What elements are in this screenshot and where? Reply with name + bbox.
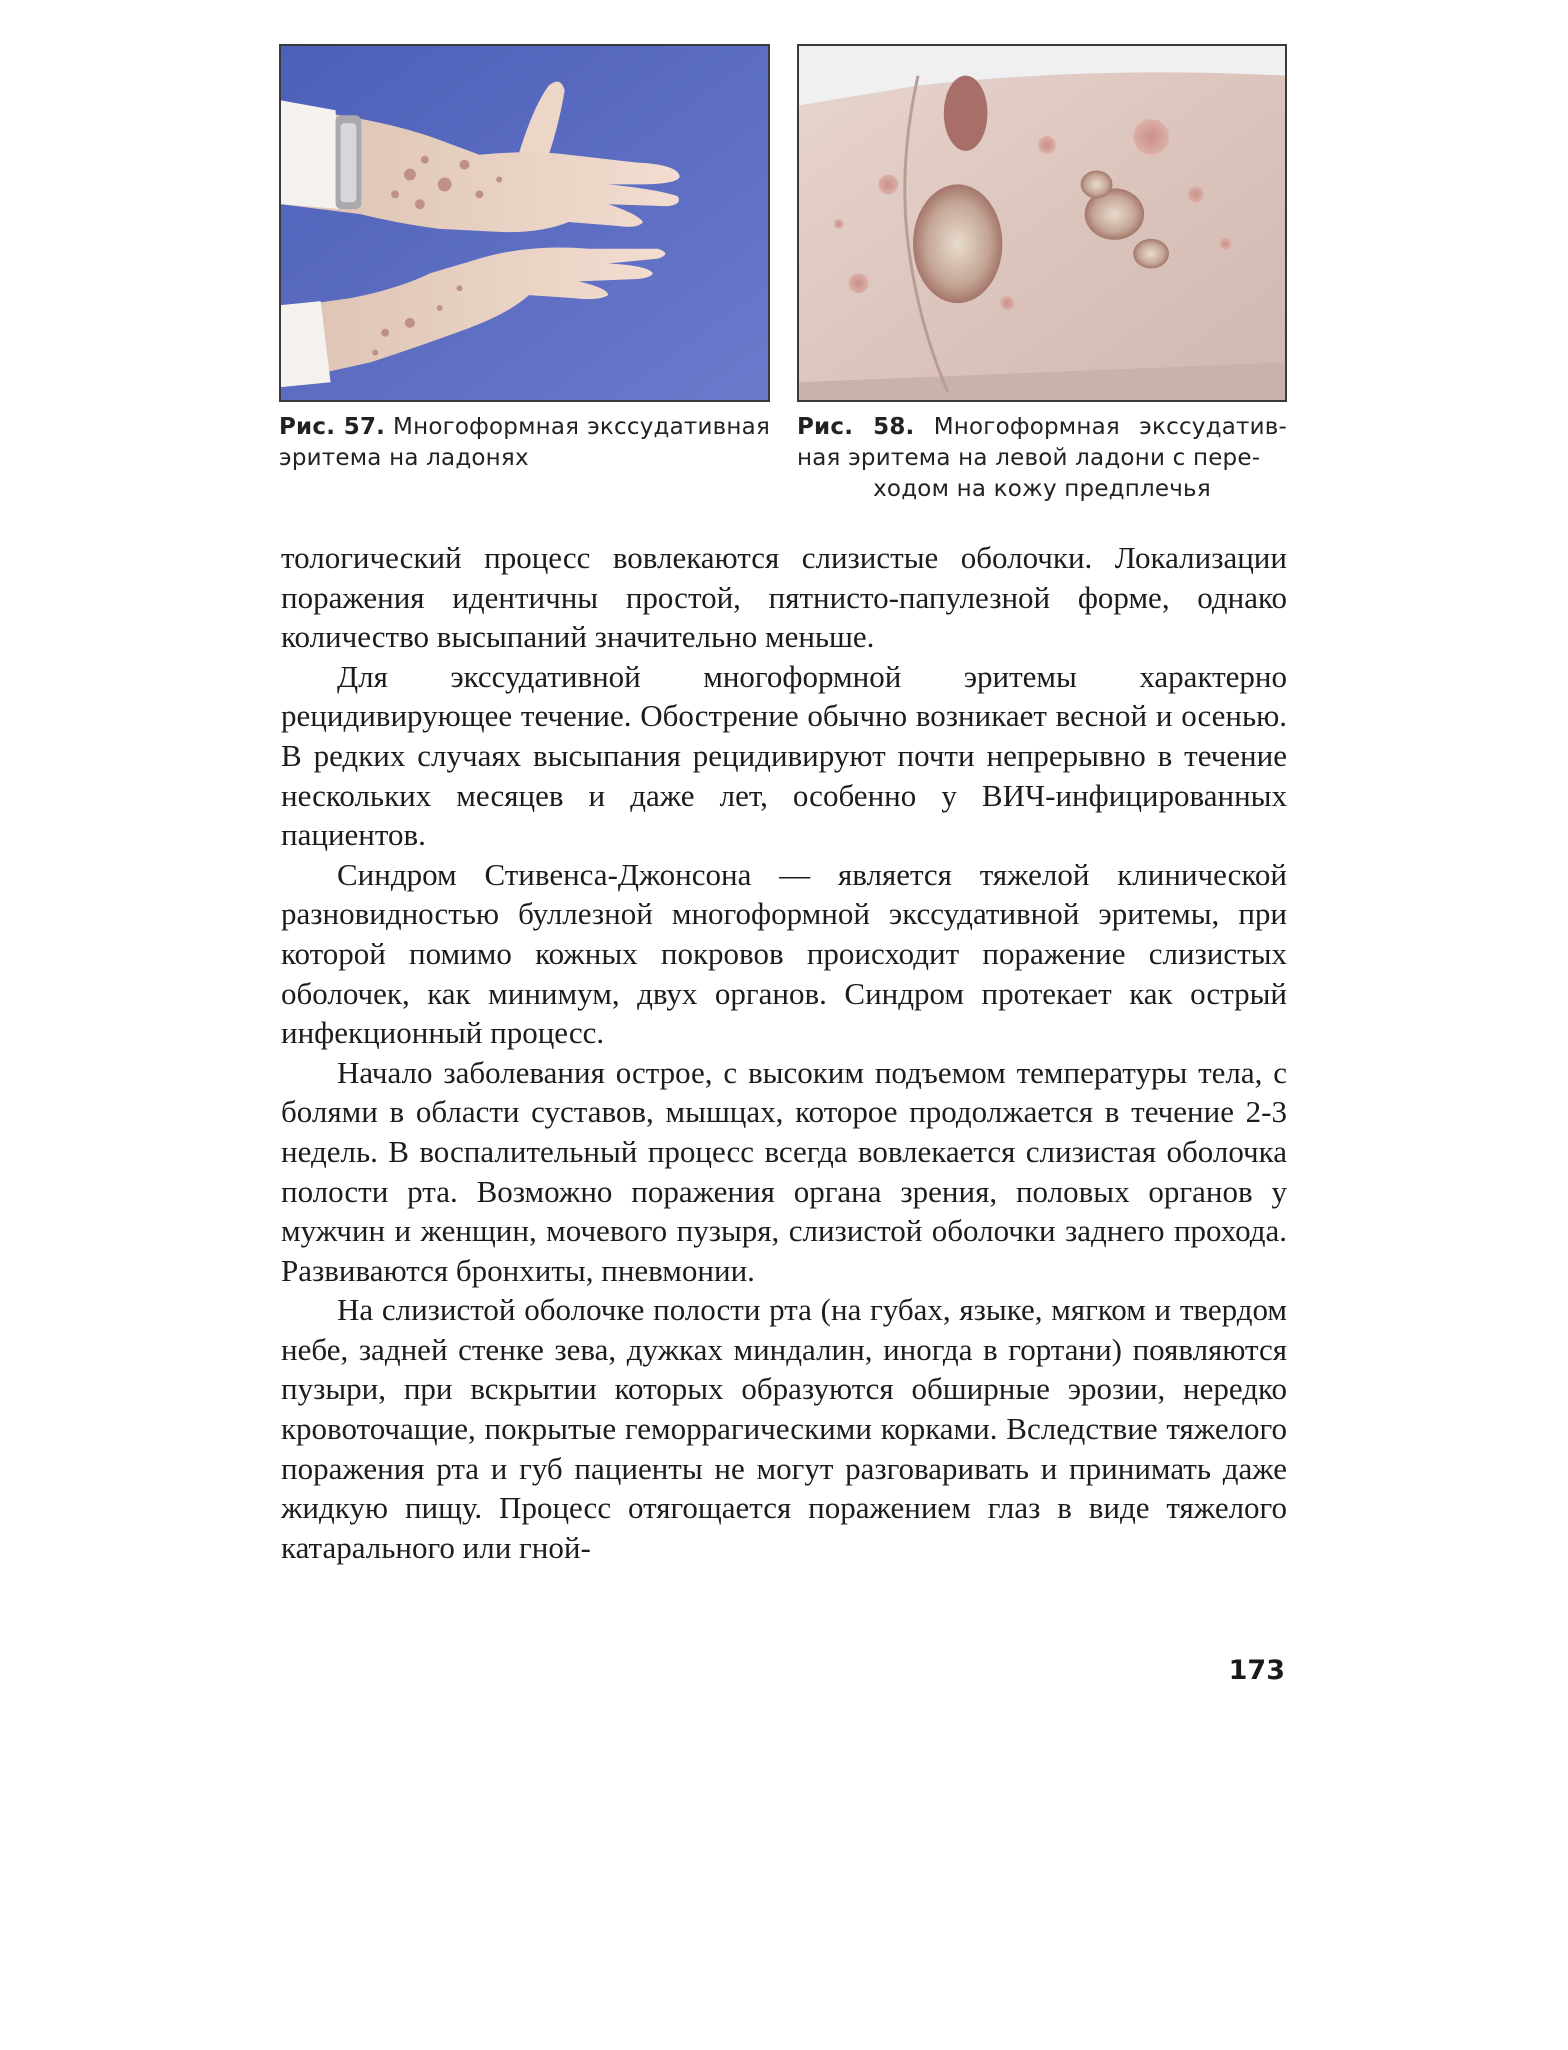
- body-text: [281, 538, 1287, 1567]
- figure-58-caption: [797, 412, 1287, 505]
- figure-58-label: Рис. 58.: [797, 414, 915, 440]
- figure-58-caption-line-1: Многоформная экссудатив-: [933, 414, 1287, 440]
- paragraph-4: Начало заболевания острое, с высоким подъемом температуры тела, с болями в области суставов, мышцах, которое продолжается в течение 2-3 недель. В воспалительный процесс всегда вовлекается слизистая оболочка полости рта. Возможно поражения органа зрения, половых органов у мужчин и женщин, мочевого пузыря, слизистой оболочки заднего прохода. Развиваются бронхиты, пневмонии.: [281, 1054, 1287, 1288]
- figure-57-caption-text: Многоформная экссудативная эритема на ладонях: [279, 414, 770, 471]
- figure-58-caption-line-2: ная эритема на левой ладони с пере-: [797, 445, 1261, 471]
- figure-58-caption-line-3: ходом на кожу предплечья: [873, 476, 1211, 502]
- figure-57-caption: [279, 412, 770, 474]
- figure-58: [797, 44, 1287, 505]
- forearm-photo-illustration: [799, 46, 1285, 400]
- paragraph-5: На слизистой оболочке полости рта (на губах, языке, мягком и твердом небе, задней стенке зева, дужках миндалин, иногда в гортани) появляются пузыри, при вскрытии которых образуются обширные эрозии, нередко кровоточащие, покрытые геморрагическими корками. Вследствие тяжелого поражения рта и губ пациенты не могут разговаривать и принимать даже жидкую пищу. Процесс отягощается поражением глаз в виде тяжелого катарального или гной-: [281, 1292, 1287, 1565]
- figure-57-label: Рис. 57.: [279, 414, 386, 440]
- figure-57: [279, 44, 770, 474]
- photo-palms-erythema: [279, 44, 770, 402]
- paragraph-1: тологический процесс вовлекаются слизистые оболочки. Локализации поражения идентичны простой, пятнисто-папулезной форме, однако количество высыпаний значительно меньше.: [281, 540, 1287, 655]
- page-number: 173: [1228, 1655, 1285, 1686]
- palms-photo-illustration: [281, 46, 768, 400]
- paragraph-3: Синдром Стивенса-Джонсона — является тяжелой клинической разновидностью буллезной многоформной экссудативной эритемы, при которой помимо кожных покровов происходит поражение слизистых оболочек, как минимум, двух органов. Синдром протекает как острый инфекционный процесс.: [281, 856, 1287, 1051]
- paragraph-2: Для экссудативной многоформной эритемы характерно рецидивирующее течение. Обострение обычно возникает весной и осенью. В редких случаях высыпания рецидивируют почти непрерывно в течение нескольких месяцев и даже лет, особенно у ВИЧ-инфицированных пациентов.: [281, 658, 1287, 853]
- photo-forearm-erythema: [797, 44, 1287, 402]
